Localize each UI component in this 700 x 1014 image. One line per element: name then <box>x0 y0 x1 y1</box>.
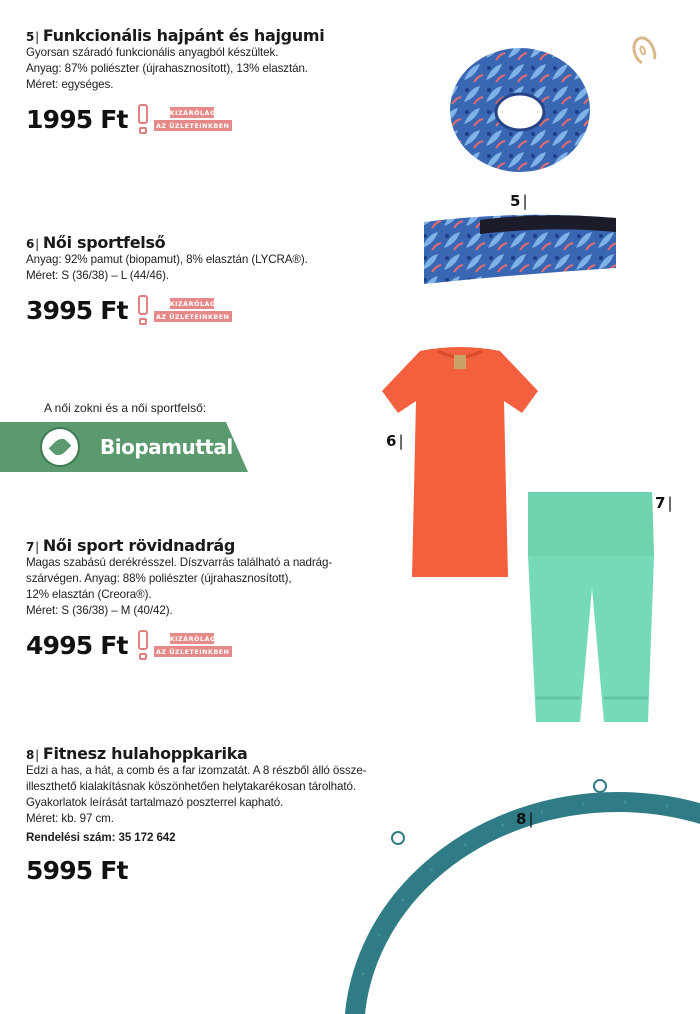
product-number: 6 | <box>26 237 39 251</box>
product-price: 1995 Ft <box>26 104 128 134</box>
store-only-badge <box>136 104 232 134</box>
product-desc-line: Anyag: 92% pamut (biopamut), 8% elasztán (LYCRA®). <box>26 253 308 266</box>
organic-intro-text: A női zokni és a női sportfelső: <box>44 401 207 415</box>
product-number: 5 | <box>26 30 39 44</box>
product-desc-line: Gyorsan száradó funkcionális anyagból készültek. <box>26 46 279 59</box>
order-number: Rendelési szám: 35 172 642 <box>26 831 176 844</box>
product-desc-line: illeszthető kialakításnak köszönhetően helytakarékosan tárolható. <box>26 780 356 793</box>
product-desc-line: Magas szabású derékrésszel. Díszvarrás található a nadrág- <box>26 556 333 569</box>
headband-image <box>420 208 620 288</box>
store-only-badge <box>136 630 232 660</box>
product-price: 3995 Ft <box>26 295 128 325</box>
product-desc-line: Méret: egységes. <box>26 78 114 91</box>
product-desc-line: 12% elasztán (Creora®). <box>26 588 152 601</box>
product-desc-line: Anyag: 87% poliészter (újrahasznosított), 13% elasztán. <box>26 62 308 75</box>
badge-line: KIZÁRÓLAG <box>169 634 216 643</box>
product-number: 8 | <box>26 748 39 762</box>
product-title: 7 | Női sport rövidnadrág <box>26 536 332 555</box>
product-title: 6 | Női sportfelső <box>26 233 308 252</box>
sports-top-image <box>380 345 540 585</box>
exclamation-icon <box>136 295 150 325</box>
image-label: 5 | <box>510 192 528 210</box>
leggings-image <box>520 488 660 724</box>
badge-line: AZ ÜZLETEINKBEN <box>154 311 232 322</box>
product-desc-line: szárvégen. Anyag: 88% poliészter (újrahasznosított), <box>26 572 292 585</box>
image-label: 8 | <box>516 810 534 828</box>
product-desc-line: Méret: S (36/38) – L (44/46). <box>26 269 169 282</box>
product-title: 8 | Fitnesz hulahoppkarika <box>26 744 366 763</box>
image-label: 6 | <box>386 432 404 450</box>
product-desc-line: Méret: kb. 97 cm. <box>26 812 114 825</box>
badge-line: AZ ÜZLETEINKBEN <box>154 646 232 657</box>
scrunchie-image <box>440 40 600 180</box>
product-hula-hoop <box>26 744 366 890</box>
hula-hoop-image <box>318 764 698 1014</box>
product-sports-top <box>26 233 308 330</box>
product-number: 7 | <box>26 540 39 554</box>
product-hairband <box>26 26 324 139</box>
badge-line: KIZÁRÓLAG <box>169 299 216 308</box>
product-desc-line: Méret: S (36/38) – M (40/42). <box>26 604 173 617</box>
product-price: 4995 Ft <box>26 630 128 660</box>
exclamation-icon <box>136 630 150 660</box>
organic-banner-label: Biopamuttal <box>100 435 233 459</box>
badge-line: KIZÁRÓLAG <box>169 108 216 117</box>
product-desc-line: Gyakorlatok leírását tartalmazó poszterrel kapható. <box>26 796 284 809</box>
product-price: 5995 Ft <box>26 855 128 885</box>
product-sports-shorts <box>26 536 332 665</box>
product-title: 5 | Funkcionális hajpánt és hajgumi <box>26 26 324 45</box>
brand-logo-icon <box>629 33 660 69</box>
exclamation-icon <box>136 104 150 134</box>
image-label: 7 | <box>655 494 673 512</box>
store-only-badge <box>136 295 232 325</box>
product-desc-line: Edzi a has, a hát, a comb és a far izomzatát. A 8 részből álló össze- <box>26 764 367 777</box>
organic-seal-icon <box>40 427 80 467</box>
badge-line: AZ ÜZLETEINKBEN <box>154 120 232 131</box>
